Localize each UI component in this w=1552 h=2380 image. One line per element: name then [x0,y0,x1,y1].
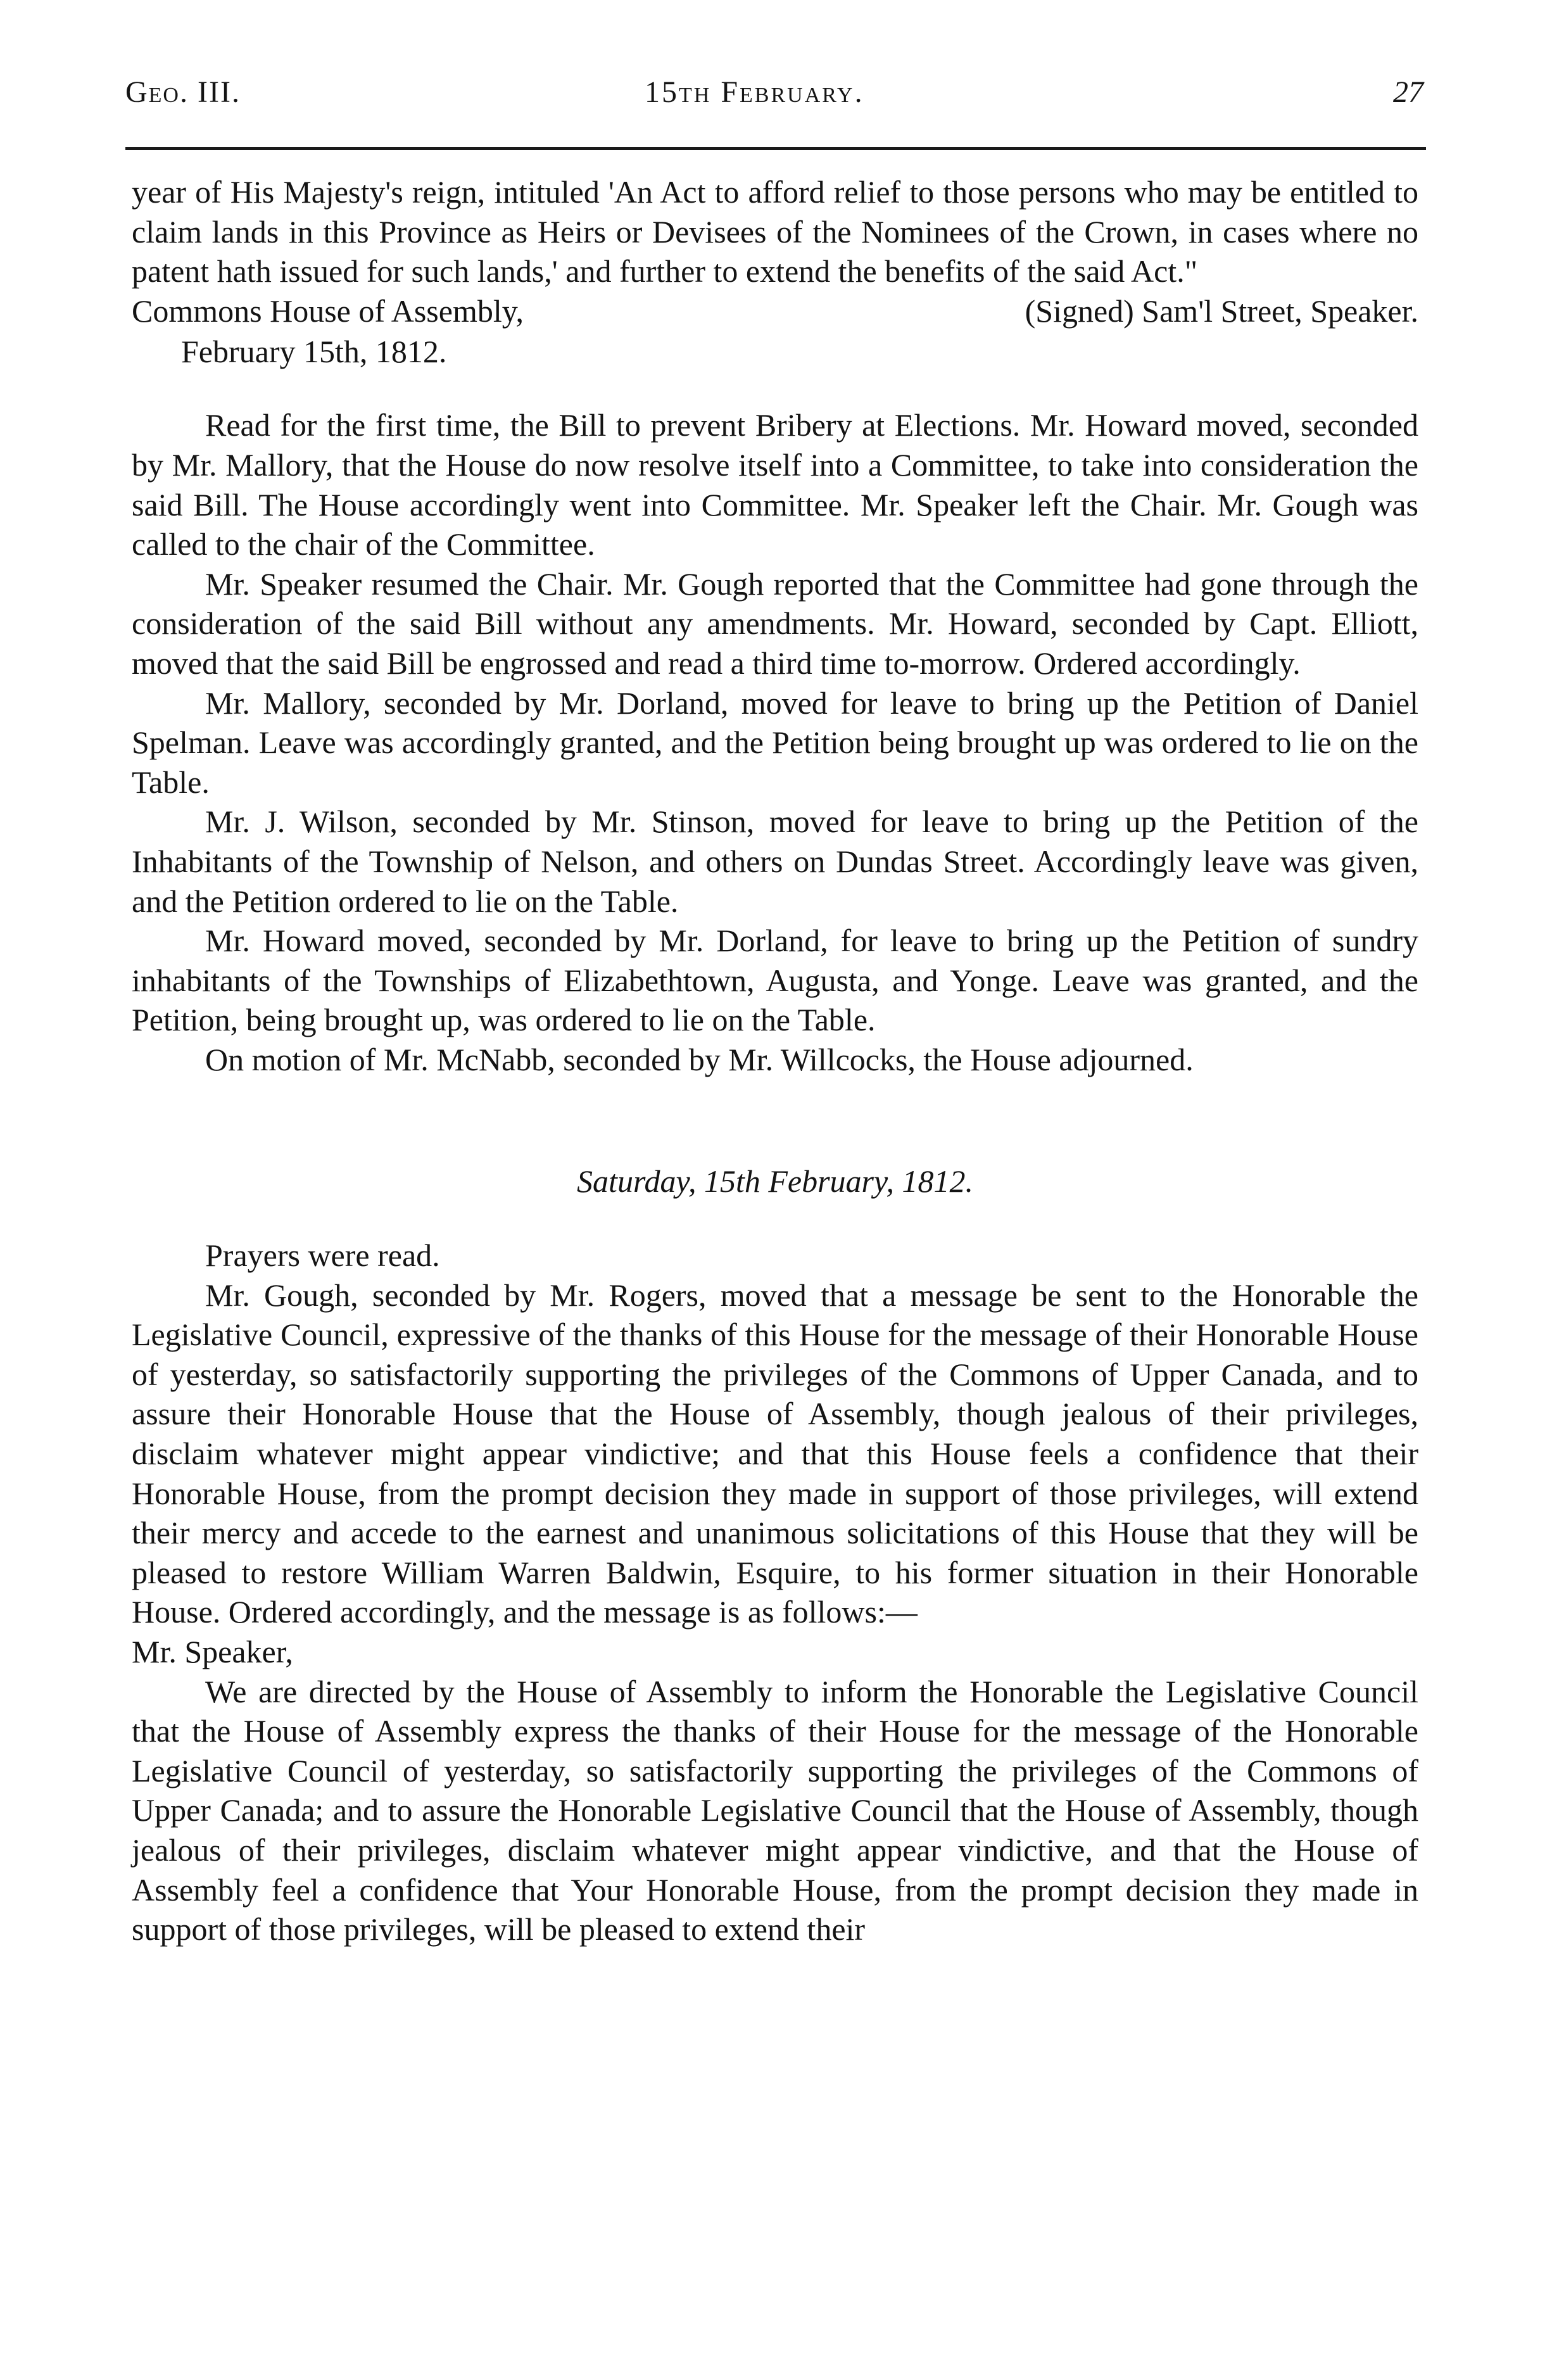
paragraph-nelson-petition: Mr. J. Wilson, seconded by Mr. Stinson, moved for leave to bring up the Petition of the Inhabitants of the Township of Nelson, and others on Dundas Street. Accordingly leave was given, and the Petition ordered to lie on the Table. [132,804,1418,919]
date-heading: Saturday, 15th February, 1812. [577,1163,973,1199]
signature-speaker: (Signed) Sam'l Street, Speaker. [1025,293,1418,329]
paragraph-spelman-petition: Mr. Mallory, seconded by Mr. Dorland, moved for leave to bring up the Petition of Daniel Spelman. Leave was accordingly granted, and the Petition being brought up was ordered to lie on the Table. [132,685,1418,800]
signature-date: February 15th, 1812. [181,333,447,369]
spacer [132,1079,1418,1162]
continued-paragraph: year of His Majesty's reign, intituled 'An Act to afford relief to those persons who may be entitled to claim lands in this Province as Heirs or Devisees of the Nominees of the Crown, in cases where no patent hath issued for such lands,' and further to extend the benefits of the said Act." [132,174,1418,289]
paragraph-prayers: Prayers were read. [205,1237,440,1274]
paragraph-gough-motion: Mr. Gough, seconded by Mr. Rogers, moved that a message be sent to the Honorable the Legislative Council, expressive of the thanks of this House for the message of their Honorable House of yesterday, so satisfactorily supporting the privileges of the Commons of Upper Canada, and to assure their Honorable House that the House of Assembly, though jealous of their privileges, disclaim whatever might appear vindictive; and that this House feels a confidence that their Honorable House, from the prompt decision they made in support of those privileges, will extend their mercy and accede to the earnest and unanimous solicitations of this House that they will be pleased to restore William Warren Baldwin, Esquire, to his former situation in their Honorable House. Ordered accordingly, and the message is as follows:— [132,1277,1418,1630]
paragraph-committee-report: Mr. Speaker resumed the Chair. Mr. Gough reported that the Committee had gone through the consideration of the said Bill without any amendments. Mr. Howard, seconded by Capt. Elliott, moved that the said Bill be engrossed and read a third time to-morrow. Ordered accordingly. [132,566,1418,681]
signature-block [132,291,1418,332]
paragraph-bribery-bill: Read for the first time, the Bill to prevent Bribery at Elections. Mr. Howard moved, seconded by Mr. Mallory, that the House do now resolve itself into a Committee, to take into consideration the said Bill. The House accordingly went into Committee. Mr. Speaker left the Chair. Mr. Gough was called to the chair of the Committee. [132,407,1418,562]
spacer [132,1201,1418,1236]
running-header [125,75,1423,125]
header-rule [125,147,1426,150]
message-body: We are directed by the House of Assembly to inform the Honorable the Legislative Council that the House of Assembly express the thanks of their House for the message of the Honorable Legislative Council of yesterday, so satisfactorily supporting the privileges of the Commons of Upper Canada; and to assure the Honorable Legislative Council that the House of Assembly, though jealous of their privileges, disclaim whatever might appear vindictive, and that the House of Assembly feel a confidence that Your Honorable House, from the prompt decision they made in support of those privileges, will be pleased to extend their [132,1673,1418,1947]
header-reign: Geo. III. [125,75,241,109]
paragraph-adjournment: On motion of Mr. McNabb, seconded by Mr. Willcocks, the House adjourned. [205,1041,1194,1077]
signature-place: Commons House of Assembly, [132,293,524,329]
page-number: 27 [1393,75,1423,109]
spacer [132,371,1418,405]
header-date: 15th February. [645,75,864,109]
paragraph-elizabethtown-petition: Mr. Howard moved, seconded by Mr. Dorland, for leave to bring up the Petition of sundry inhabitants of the Townships of Elizabethtown, Augusta, and Yonge. Leave was granted, and the Petition, being brought up, was ordered to lie on the Table. [132,923,1418,1038]
message-salutation: Mr. Speaker, [132,1634,293,1669]
page-body [132,172,1418,1949]
